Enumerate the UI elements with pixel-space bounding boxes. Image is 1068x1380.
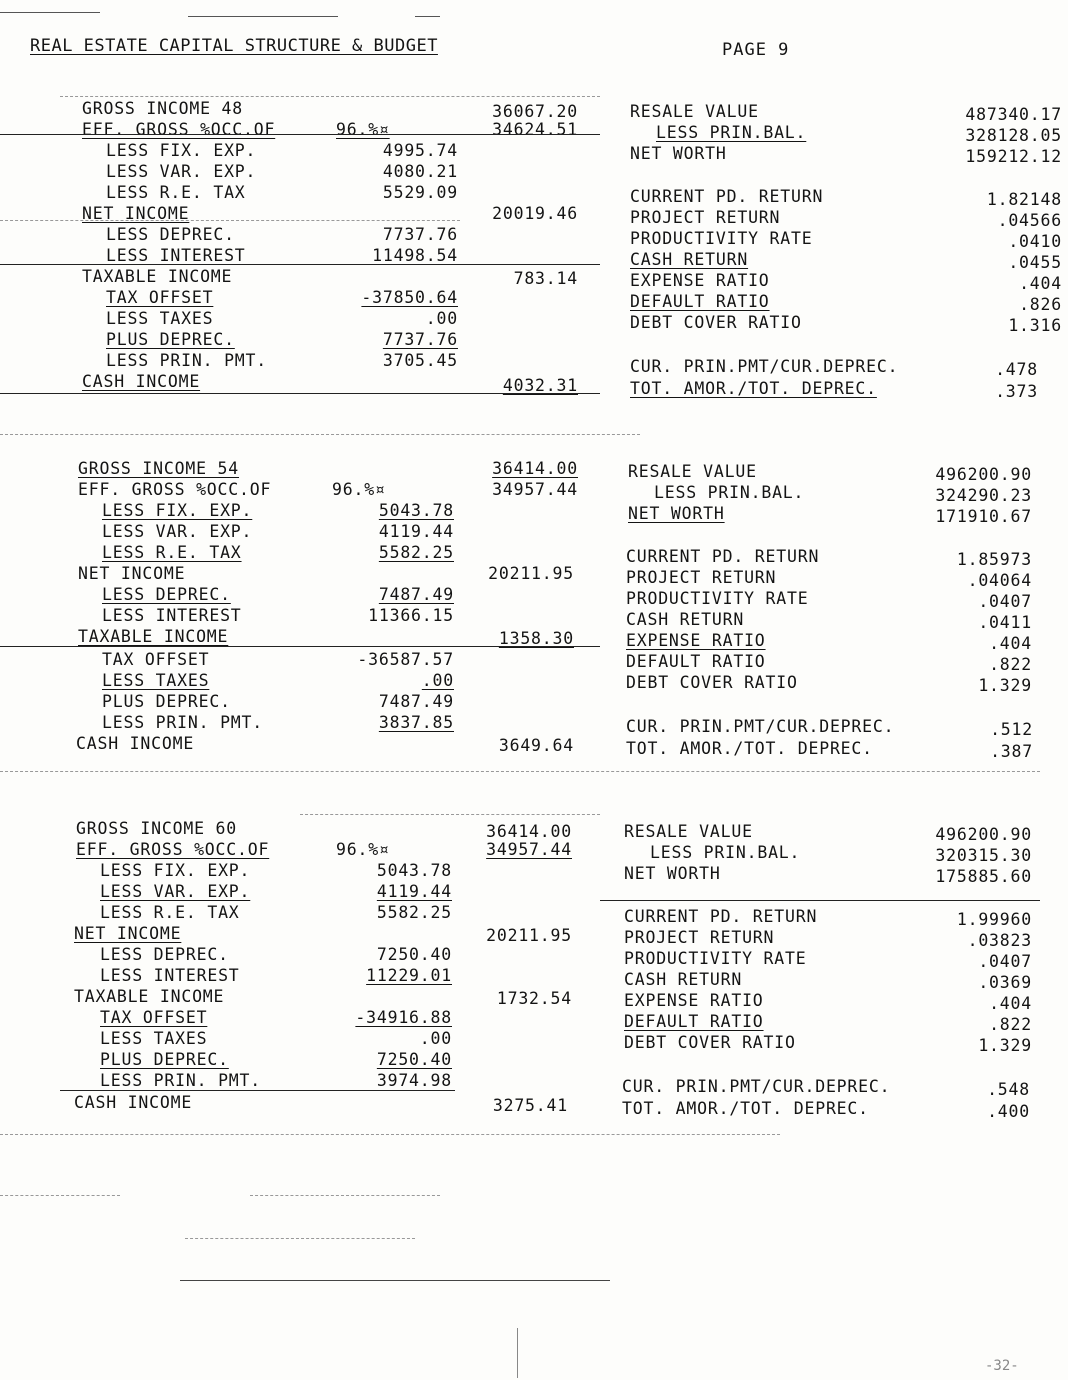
less-taxes-value: .00 (419, 1029, 452, 1048)
resale-value-label: RESALE VALUE (630, 102, 759, 121)
occupancy-pct: 96.%¤ (332, 480, 386, 499)
cash-return-value: .0369 (978, 973, 1032, 992)
less-interest-label: LESS INTEREST (106, 246, 246, 265)
block-separator (300, 814, 600, 815)
expense-ratio-label: EXPENSE RATIO (624, 991, 764, 1010)
page-number: PAGE 9 (722, 40, 790, 60)
gross-income-value: 36067.20 (492, 102, 578, 121)
cur-prin-pmt-value: .512 (990, 720, 1033, 739)
debt-cover-ratio-label: DEBT COVER RATIO (630, 313, 802, 332)
plus-deprec-value: 7487.49 (378, 692, 454, 711)
productivity-rate-value: .0407 (978, 952, 1032, 971)
gross-income-value: 36414.00 (486, 822, 572, 841)
eff-gross-label: EFF. GROSS %OCC.OF (78, 480, 272, 499)
budget-block-2 (0, 456, 1068, 796)
net-income-value: 20211.95 (486, 926, 572, 945)
current-pd-return-value: 1.99960 (956, 910, 1032, 929)
rule-line (0, 220, 460, 221)
cash-return-value: .0411 (978, 613, 1032, 632)
cur-prin-pmt-label: CUR. PRIN.PMT/CUR.DEPREC. (630, 357, 899, 376)
debt-cover-ratio-value: 1.329 (978, 676, 1032, 695)
current-pd-return-label: CURRENT PD. RETURN (626, 547, 820, 566)
cash-return-value: .0455 (1008, 253, 1062, 272)
eff-gross-value: 34624.51 (492, 120, 578, 139)
productivity-rate-label: PRODUCTIVITY RATE (626, 589, 809, 608)
less-var-exp-value: 4080.21 (382, 162, 458, 181)
plus-deprec-label: PLUS DEPREC. (102, 692, 231, 711)
current-pd-return-value: 1.82148 (986, 190, 1062, 209)
less-interest-label: LESS INTEREST (100, 966, 240, 985)
project-return-label: PROJECT RETURN (624, 928, 775, 947)
scan-artifact-line (250, 1195, 440, 1196)
scan-artifact-line (188, 16, 338, 17)
less-taxes-label: LESS TAXES (100, 1029, 208, 1048)
less-re-tax-label: LESS R.E. TAX (106, 183, 246, 202)
project-return-label: PROJECT RETURN (630, 208, 781, 227)
productivity-rate-value: .0410 (1008, 232, 1062, 251)
debt-cover-ratio-label: DEBT COVER RATIO (624, 1033, 796, 1052)
less-interest-label: LESS INTEREST (102, 606, 242, 625)
block-separator (0, 771, 1040, 772)
less-re-tax-label: LESS R.E. TAX (102, 543, 242, 562)
taxable-income-value: 1732.54 (496, 989, 572, 1008)
less-deprec-label: LESS DEPREC. (100, 945, 229, 964)
current-pd-return-value: 1.85973 (956, 550, 1032, 569)
productivity-rate-value: .0407 (978, 592, 1032, 611)
less-var-exp-value: 4119.44 (378, 522, 454, 541)
tot-amor-value: .400 (987, 1102, 1030, 1121)
scan-artifact-line (517, 1328, 518, 1378)
scan-artifact-line (180, 1280, 610, 1281)
rule-line (0, 393, 600, 394)
gross-income-label: GROSS INCOME 60 (76, 819, 238, 838)
less-var-exp-value: 4119.44 (376, 882, 452, 901)
less-prin-pmt-label: LESS PRIN. PMT. (106, 351, 268, 370)
net-worth-value: 171910.67 (935, 507, 1032, 526)
taxable-income-label: TAXABLE INCOME (82, 267, 233, 286)
occupancy-pct: 96.%¤ (336, 120, 390, 139)
current-pd-return-label: CURRENT PD. RETURN (624, 907, 818, 926)
resale-value-value: 496200.90 (935, 825, 1032, 844)
cash-income-label: CASH INCOME (74, 1093, 193, 1112)
rule-line (0, 646, 600, 647)
expense-ratio-value: .404 (989, 634, 1032, 653)
project-return-value: .04064 (967, 571, 1032, 590)
plus-deprec-label: PLUS DEPREC. (100, 1050, 229, 1069)
eff-gross-label: EFF. GROSS %OCC.OF (82, 120, 276, 139)
productivity-rate-label: PRODUCTIVITY RATE (624, 949, 807, 968)
gross-income-label: GROSS INCOME 54 (78, 459, 240, 478)
tot-amor-label: TOT. AMOR./TOT. DEPREC. (622, 1099, 869, 1118)
cash-return-label: CASH RETURN (624, 970, 743, 989)
less-prin-bal-value: 324290.23 (935, 486, 1032, 505)
less-prin-pmt-label: LESS PRIN. PMT. (102, 713, 264, 732)
resale-value-value: 487340.17 (965, 105, 1062, 124)
resale-value-value: 496200.90 (935, 465, 1032, 484)
less-deprec-label: LESS DEPREC. (102, 585, 231, 604)
tax-offset-label: TAX OFFSET (100, 1008, 208, 1027)
tot-amor-value: .373 (995, 382, 1038, 401)
resale-value-label: RESALE VALUE (624, 822, 753, 841)
net-income-value: 20211.95 (488, 564, 574, 583)
less-fix-exp-value: 5043.78 (376, 861, 452, 880)
less-var-exp-label: LESS VAR. EXP. (102, 522, 253, 541)
less-deprec-value: 7250.40 (376, 945, 452, 964)
net-income-value: 20019.46 (492, 204, 578, 223)
less-var-exp-label: LESS VAR. EXP. (100, 882, 251, 901)
less-re-tax-label: LESS R.E. TAX (100, 903, 240, 922)
less-deprec-value: 7487.49 (378, 585, 454, 604)
report-title: REAL ESTATE CAPITAL STRUCTURE & BUDGET (30, 36, 438, 56)
rule-line (60, 1090, 455, 1091)
less-fix-exp-value: 4995.74 (382, 141, 458, 160)
less-re-tax-value: 5529.09 (382, 183, 458, 202)
productivity-rate-label: PRODUCTIVITY RATE (630, 229, 813, 248)
project-return-label: PROJECT RETURN (626, 568, 777, 587)
debt-cover-ratio-label: DEBT COVER RATIO (626, 673, 798, 692)
occupancy-pct: 96.%¤ (336, 840, 390, 859)
gross-income-value: 36414.00 (492, 459, 578, 478)
rule-line (600, 900, 1040, 901)
less-interest-value: 11498.54 (372, 246, 458, 265)
eff-gross-value: 34957.44 (492, 480, 578, 499)
less-fix-exp-label: LESS FIX. EXP. (102, 501, 253, 520)
cash-income-label: CASH INCOME (76, 734, 195, 753)
less-prin-bal-label: LESS PRIN.BAL. (650, 843, 801, 862)
rule-line (0, 134, 600, 135)
default-ratio-value: .822 (989, 1015, 1032, 1034)
default-ratio-label: DEFAULT RATIO (630, 292, 770, 311)
expense-ratio-label: EXPENSE RATIO (630, 271, 770, 290)
net-worth-value: 159212.12 (965, 147, 1062, 166)
tax-offset-value: -37850.64 (361, 288, 458, 307)
less-prin-pmt-value: 3837.85 (378, 713, 454, 732)
less-var-exp-label: LESS VAR. EXP. (106, 162, 257, 181)
expense-ratio-label: EXPENSE RATIO (626, 631, 766, 650)
plus-deprec-label: PLUS DEPREC. (106, 330, 235, 349)
project-return-value: .04566 (997, 211, 1062, 230)
net-worth-label: NET WORTH (628, 504, 725, 523)
default-ratio-value: .822 (989, 655, 1032, 674)
net-income-label: NET INCOME (74, 924, 182, 943)
less-fix-exp-label: LESS FIX. EXP. (106, 141, 257, 160)
taxable-income-label: TAXABLE INCOME (74, 987, 225, 1006)
tax-offset-label: TAX OFFSET (106, 288, 214, 307)
cash-income-label: CASH INCOME (82, 372, 201, 391)
less-taxes-value: .00 (421, 671, 454, 690)
resale-value-label: RESALE VALUE (628, 462, 757, 481)
budget-block-1 (0, 96, 1068, 436)
eff-gross-label: EFF. GROSS %OCC.OF (76, 840, 270, 859)
less-prin-bal-label: LESS PRIN.BAL. (656, 123, 807, 142)
eff-gross-value: 34957.44 (486, 840, 572, 859)
cur-prin-pmt-value: .548 (987, 1080, 1030, 1099)
less-prin-pmt-value: 3974.98 (376, 1071, 452, 1090)
less-prin-pmt-label: LESS PRIN. PMT. (100, 1071, 262, 1090)
page-footer-mark: -32- (985, 1358, 1019, 1374)
scan-artifact-line (0, 12, 100, 13)
less-taxes-label: LESS TAXES (106, 309, 214, 328)
taxable-income-value: 1358.30 (498, 629, 574, 648)
cash-income-value: 4032.31 (502, 376, 578, 395)
less-fix-exp-label: LESS FIX. EXP. (100, 861, 251, 880)
less-prin-pmt-value: 3705.45 (382, 351, 458, 370)
page-header (0, 0, 1068, 90)
tax-offset-label: TAX OFFSET (102, 650, 210, 669)
less-interest-value: 11229.01 (366, 966, 452, 985)
gross-income-label: GROSS INCOME 48 (82, 99, 244, 118)
cash-income-value: 3275.41 (492, 1096, 568, 1115)
cash-return-label: CASH RETURN (626, 610, 745, 629)
default-ratio-value: .826 (1019, 295, 1062, 314)
expense-ratio-value: .404 (989, 994, 1032, 1013)
current-pd-return-label: CURRENT PD. RETURN (630, 187, 824, 206)
less-prin-bal-value: 320315.30 (935, 846, 1032, 865)
block-separator (0, 434, 640, 435)
less-interest-value: 11366.15 (368, 606, 454, 625)
scan-artifact-line (0, 1195, 120, 1196)
scan-artifact-line (185, 1238, 415, 1239)
debt-cover-ratio-value: 1.316 (1008, 316, 1062, 335)
less-deprec-label: LESS DEPREC. (106, 225, 235, 244)
plus-deprec-value: 7737.76 (382, 330, 458, 349)
scan-artifact-line (415, 16, 440, 17)
budget-block-3 (0, 816, 1068, 1156)
less-re-tax-value: 5582.25 (378, 543, 454, 562)
default-ratio-label: DEFAULT RATIO (624, 1012, 764, 1031)
cur-prin-pmt-label: CUR. PRIN.PMT/CUR.DEPREC. (626, 717, 895, 736)
cash-income-value: 3649.64 (498, 736, 574, 755)
cur-prin-pmt-label: CUR. PRIN.PMT/CUR.DEPREC. (622, 1077, 891, 1096)
net-worth-label: NET WORTH (624, 864, 721, 883)
tot-amor-value: .387 (990, 742, 1033, 761)
less-taxes-value: .00 (425, 309, 458, 328)
net-worth-value: 175885.60 (935, 867, 1032, 886)
block-separator (60, 96, 600, 97)
tax-offset-value: -34916.88 (355, 1008, 452, 1027)
default-ratio-label: DEFAULT RATIO (626, 652, 766, 671)
project-return-value: .03823 (967, 931, 1032, 950)
less-taxes-label: LESS TAXES (102, 671, 210, 690)
less-deprec-value: 7737.76 (382, 225, 458, 244)
less-prin-bal-value: 328128.05 (965, 126, 1062, 145)
rule-line (0, 264, 600, 265)
cur-prin-pmt-value: .478 (995, 360, 1038, 379)
less-re-tax-value: 5582.25 (376, 903, 452, 922)
net-income-label: NET INCOME (82, 204, 190, 223)
taxable-income-label: TAXABLE INCOME (78, 627, 229, 646)
less-fix-exp-value: 5043.78 (378, 501, 454, 520)
debt-cover-ratio-value: 1.329 (978, 1036, 1032, 1055)
net-worth-label: NET WORTH (630, 144, 727, 163)
plus-deprec-value: 7250.40 (376, 1050, 452, 1069)
tot-amor-label: TOT. AMOR./TOT. DEPREC. (626, 739, 873, 758)
less-prin-bal-label: LESS PRIN.BAL. (654, 483, 805, 502)
tot-amor-label: TOT. AMOR./TOT. DEPREC. (630, 379, 877, 398)
expense-ratio-value: .404 (1019, 274, 1062, 293)
cash-return-label: CASH RETURN (630, 250, 749, 269)
tax-offset-value: -36587.57 (357, 650, 454, 669)
block-separator (0, 1134, 780, 1135)
taxable-income-value: 783.14 (513, 269, 578, 288)
net-income-label: NET INCOME (78, 564, 186, 583)
